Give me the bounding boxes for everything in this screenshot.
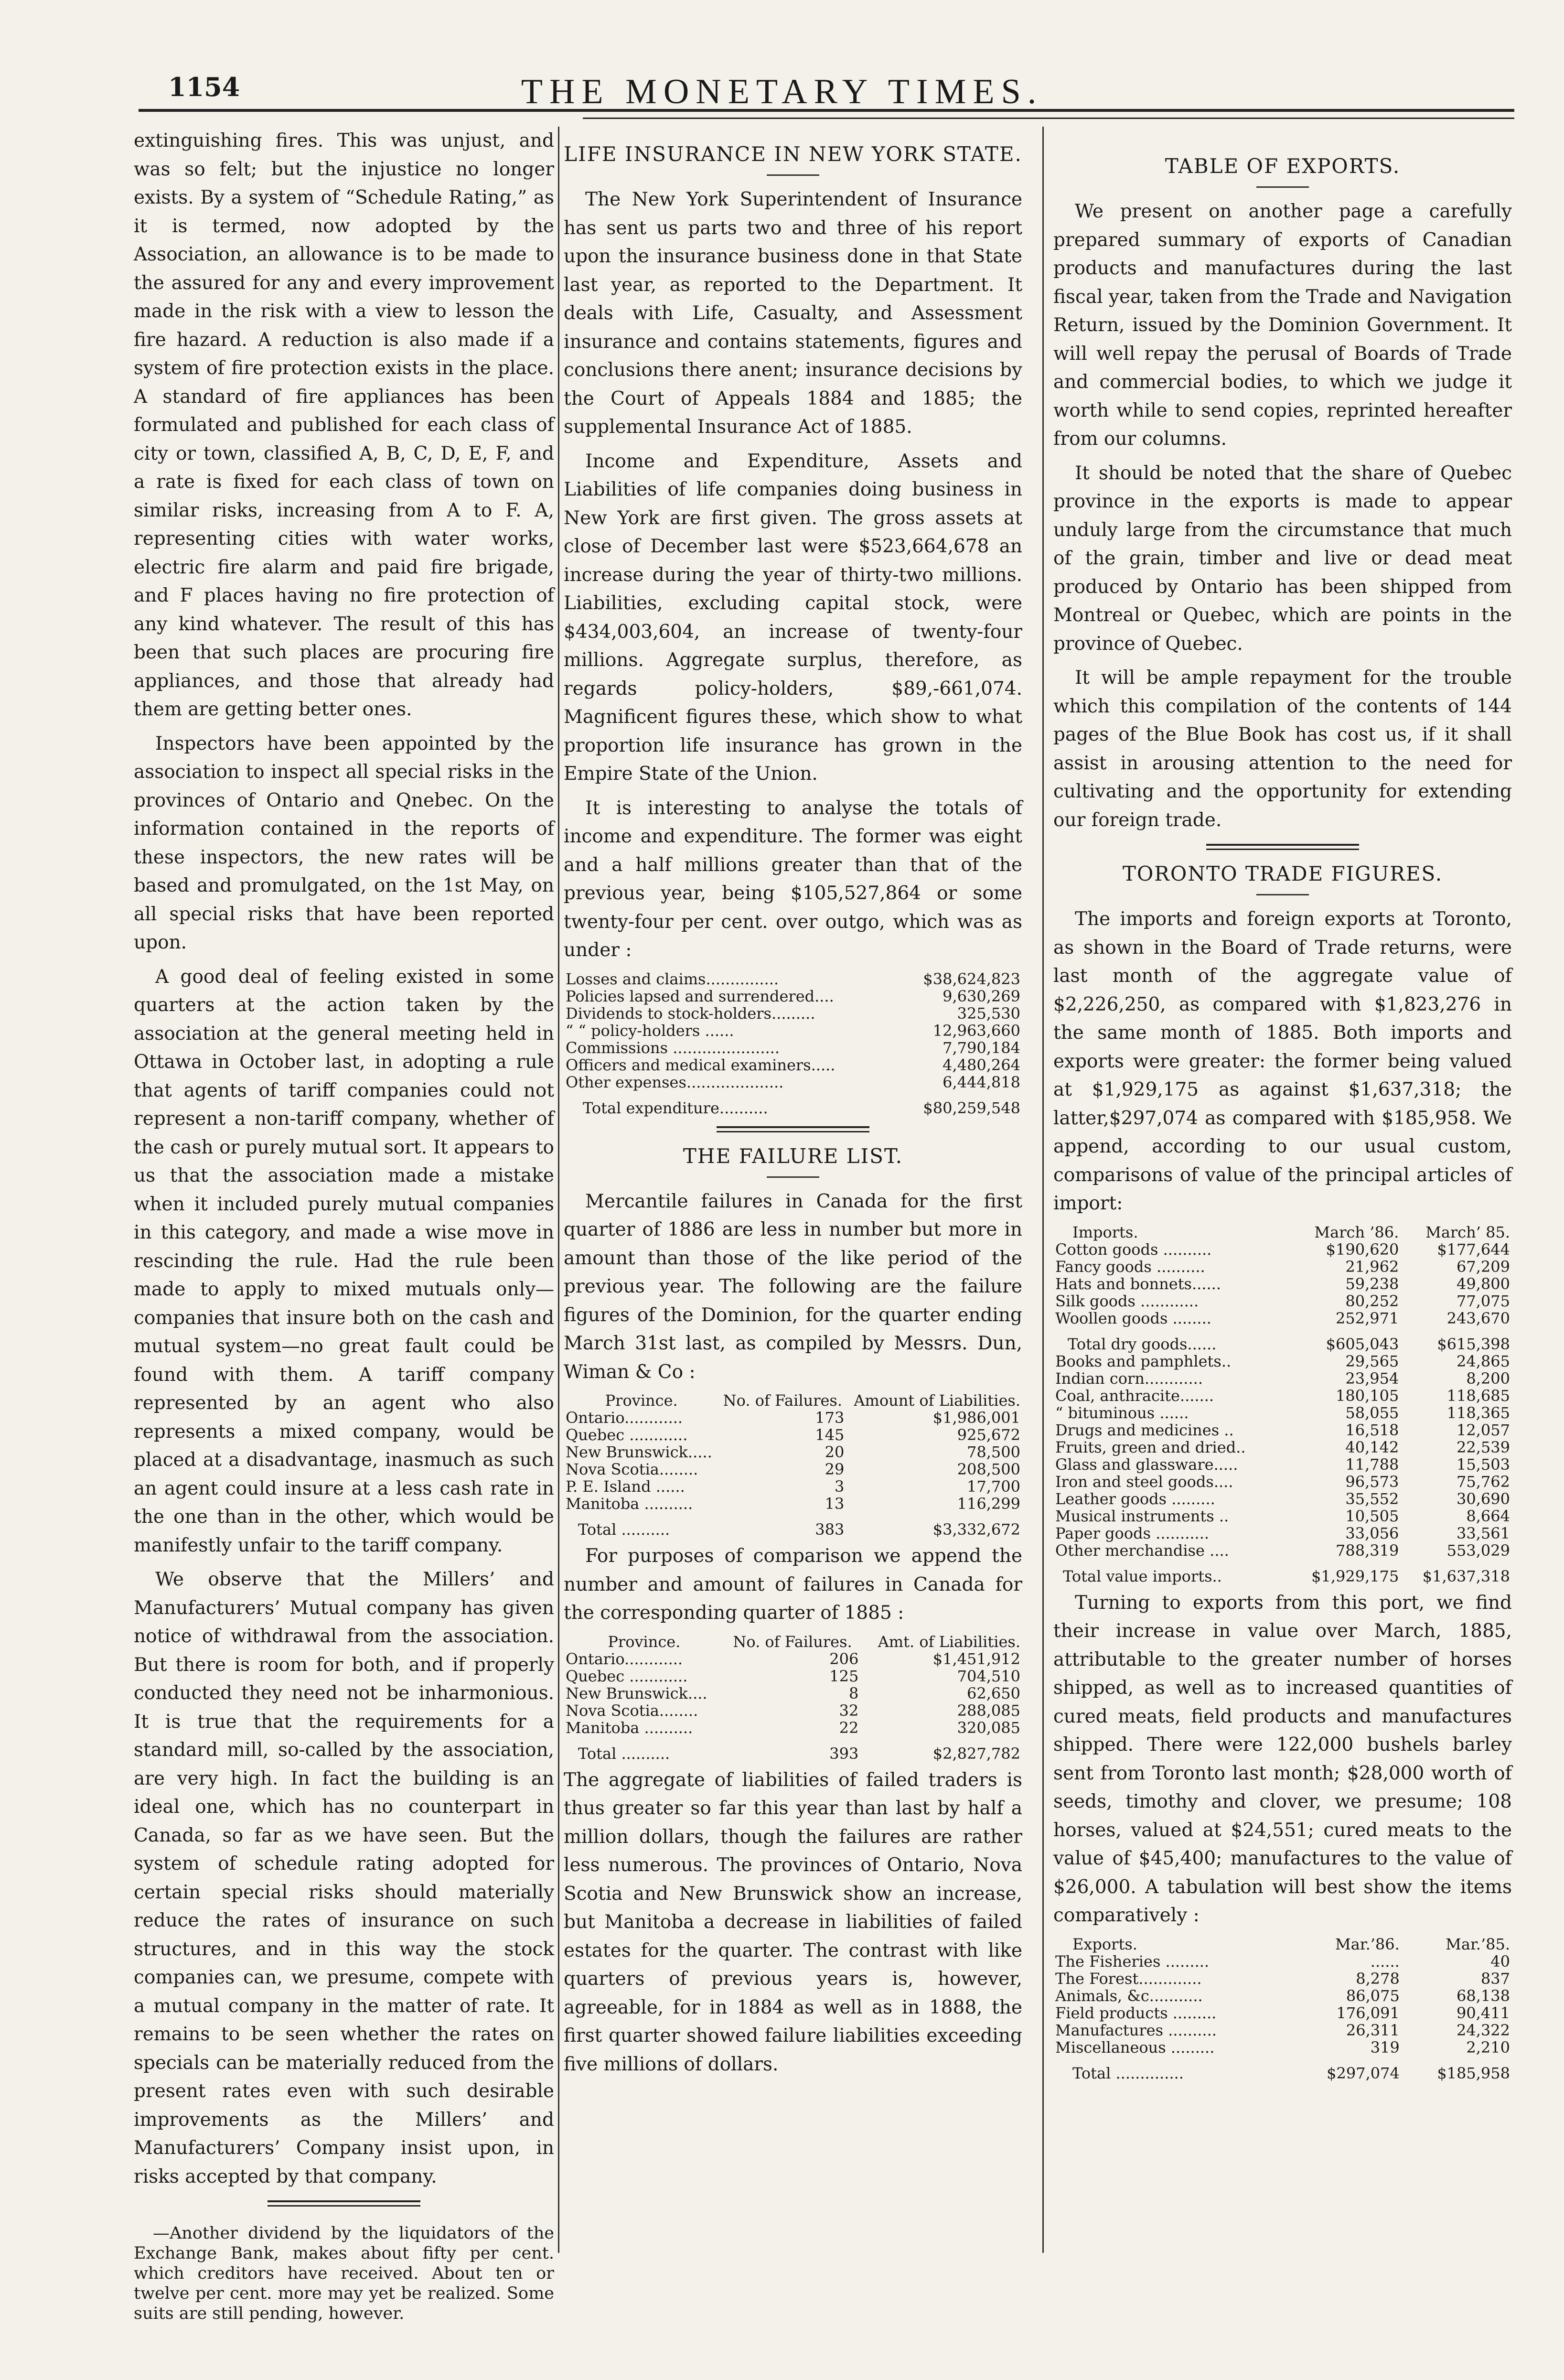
article-paragraph: The imports and foreign exports at Toronto, as shown in the Board of Trade returns, were last month of the aggregate value of $2,226,250, as compared with $1,823,276 in the same month of 1885. Both imports and exports were greater: the former being valued at $1,929,175 as against $1,637,318; the latter,$297,074 as compared with $185,958. We append, according to our usual custom, comparisons of value of the principal articles of import: (1053, 908, 1512, 1214)
row-label: Musical instruments .. (1055, 1507, 1229, 1525)
heading-rule (767, 1176, 819, 1178)
row-value: 40,142 (1345, 1438, 1399, 1456)
article-heading-life-insurance: LIFE INSURANCE IN NEW YORK STATE. (564, 142, 1022, 166)
row-value: 68,138 (1457, 1986, 1510, 2005)
total-label: Total value imports.. (1063, 1567, 1222, 1585)
article-paragraph: We present on another page a carefully prepared summary of exports of Canadian products and manufactures during the last fiscal year, taken from the Trade and Navigation Return, issued by the Dominion Government. It will well repay the perusal of Boards of Trade and commercial bodies, to which we judge it worth while to send copies, reprinted hereafter from our columns. (1053, 201, 1512, 450)
row-value: 4,480,264 (943, 1055, 1020, 1074)
masthead-rule (139, 109, 1514, 112)
row-value: 22,539 (1457, 1438, 1510, 1456)
row-label: “ “ policy-holders ...... (566, 1022, 734, 1039)
expenditure-table (564, 970, 1022, 1117)
row-value: 6,444,818 (943, 1073, 1020, 1091)
row-value: $190,620 (1326, 1240, 1399, 1259)
row-label: Policies lapsed and surrendered.... (566, 987, 834, 1005)
article-paragraph: The aggregate of liabilities of failed traders is thus greater so far this year than last by half a million dollars, though the failures are rather less numerous. The provinces of Ontario, Nova Scotia and New Brunswick show an increase, but Manitoba a decrease in liabilities of failed estates for the quarter. The contrast with like quarters of previous years is, however, agreeable, for in 1884 as well as in 1888, the first quarter showed failure liabilities exceeding five millions of dollars. (564, 1769, 1022, 2075)
row-value: 75,762 (1457, 1472, 1510, 1491)
table-total-row (564, 1091, 1022, 1117)
total-label: Total .............. (1072, 2064, 1184, 2082)
column-1 (134, 127, 554, 2340)
row-value: 553,029 (1446, 1541, 1510, 1560)
row-value: 10,505 (1345, 1507, 1399, 1525)
total-value: $185,958 (1437, 2064, 1510, 2082)
row-label: Glass and glassware..... (1055, 1455, 1238, 1473)
row-value: 29,565 (1345, 1352, 1399, 1370)
row-value: 173 (815, 1409, 845, 1427)
row-label: Nova Scotia........ (566, 1461, 698, 1478)
row-label: P. E. Island ...... (566, 1478, 685, 1495)
row-label: Other merchandise .... (1055, 1541, 1229, 1559)
row-value: 86,075 (1346, 1986, 1400, 2005)
row-label: Leather goods ......... (1055, 1490, 1215, 1508)
row-label: Losses and claims............... (566, 970, 779, 988)
column-header: Province. (608, 1632, 681, 1651)
row-label: New Brunswick..... (566, 1443, 712, 1461)
row-label: Quebec ............ (566, 1426, 688, 1443)
exports-table (1053, 1936, 1512, 2082)
column-header: March ’86. (1314, 1223, 1399, 1241)
row-label: Indian corn............ (1055, 1369, 1203, 1387)
table-row (1053, 1439, 1512, 1456)
row-value: 77,075 (1457, 1292, 1510, 1310)
table-row (564, 1005, 1022, 1022)
table-row (1053, 1353, 1512, 1370)
table-row (564, 1039, 1022, 1056)
table-row (564, 1461, 1022, 1478)
table-row (564, 1022, 1022, 1039)
column-divider (558, 127, 559, 2253)
row-value: 125 (829, 1667, 859, 1685)
row-value: 62,650 (967, 1684, 1020, 1702)
column-header: Province. (605, 1391, 678, 1410)
total-value: $80,259,548 (923, 1098, 1020, 1117)
row-value: 24,865 (1457, 1352, 1510, 1370)
table-row (1053, 1370, 1512, 1387)
row-value: 118,685 (1446, 1386, 1510, 1405)
row-value: 21,962 (1345, 1257, 1399, 1276)
total-amount: $3,332,672 (932, 1520, 1020, 1539)
article-paragraph: Inspectors have been appointed by the association to inspect all special risks in the provinces of Ontario and Qnebec. On the information contained in the reports of these inspectors, the new rates will be based and promulgated, on the 1st May, on all special risks that have been reported upon. (134, 732, 554, 953)
row-value: 9,630,269 (943, 987, 1020, 1005)
row-value: 80,252 (1345, 1292, 1399, 1310)
article-paragraph: For purposes of comparison we append the number and amount of failures in Canada for the corresponding quarter of 1885 : (564, 1545, 1022, 1624)
table-row (564, 1426, 1022, 1443)
column-header: No. of Failures. (733, 1632, 852, 1651)
column-header: Mar.’85. (1446, 1935, 1510, 1953)
row-label: Paper goods ........... (1055, 1524, 1210, 1542)
column-divider (1042, 127, 1044, 2253)
failures-1885-table (564, 1633, 1022, 1762)
total-value: $615,398 (1437, 1335, 1510, 1353)
row-label: Ontario............ (566, 1409, 683, 1426)
table-row (564, 1056, 1022, 1074)
table-row (1053, 1953, 1512, 1970)
table-row (1053, 1258, 1512, 1275)
table-row (1053, 2022, 1512, 2039)
row-label: Coal, anthracite....... (1055, 1387, 1214, 1404)
table-row (1053, 1241, 1512, 1258)
row-label: Books and pamphlets.. (1055, 1352, 1232, 1370)
row-value: 33,056 (1345, 1524, 1399, 1542)
news-note: —Another dividend by the liquidators of the Exchange Bank, makes about fifty per cent. which creditors have received. About ten or twelve per cent. more may yet be realized. Some suits are still pending, however. (134, 2224, 554, 2323)
row-value: 8 (848, 1684, 859, 1702)
row-label: Other expenses.................... (566, 1073, 784, 1091)
masthead-title: THE MONETARY TIMES. (521, 72, 1043, 111)
row-value: 58,055 (1345, 1403, 1399, 1422)
article-paragraph: extinguishing fires. This was unjust, and was so felt; but the injustice no longer exists. By a system of “Schedule Rating,” as it is termed, now adopted by the Association, an allowance is to be made to the assured for any and every improvement made in the risk with a view to lesson the fire hazard. A reduction is also made if a system of fire protection exists in the place. A standard of fire appliances has been formulated and published for each class of city or town, classified A, B, C, D, E, F, and a rate is fixed for each class of town on similar risks, increasing from A to F. A, representing cities with water works, electric fire alarm and paid fire brigade, and F places having no fire protection of any kind whatever. The result of this has been that such places are procuring fire appliances, and those that already had them are getting better ones. (134, 130, 554, 720)
row-value: 30,690 (1457, 1489, 1510, 1508)
column-3 (1053, 153, 1512, 2086)
row-label: Cotton goods .......... (1055, 1240, 1212, 1258)
row-label: Field products ......... (1055, 2004, 1217, 2022)
imports-table (1053, 1224, 1512, 1585)
row-value: 40 (1490, 1952, 1510, 1971)
table-row (1053, 1404, 1512, 1422)
heading-rule (767, 174, 819, 176)
table-row (1053, 1473, 1512, 1490)
row-value: 319 (1370, 2038, 1400, 2057)
row-value: 8,278 (1356, 1969, 1400, 1988)
row-value: 13 (825, 1495, 845, 1513)
row-label: Drugs and medicines .. (1055, 1421, 1234, 1439)
total-value: $1,637,318 (1422, 1567, 1510, 1585)
row-value: 16,518 (1345, 1421, 1399, 1439)
row-value: $177,644 (1437, 1240, 1510, 1259)
row-value: 288,085 (957, 1701, 1020, 1720)
table-total-row (1053, 1327, 1512, 1353)
table-header-row (1053, 1224, 1512, 1241)
row-value: 788,319 (1335, 1541, 1399, 1560)
heading-rule (1256, 186, 1309, 188)
row-value: 118,365 (1446, 1403, 1510, 1422)
table-row (1053, 1456, 1512, 1473)
article-paragraph: A good deal of feeling existed in some quarters at the action taken by the association at the general meeting held in Ottawa in October last, in adopting a rule that agents of tariff companies could not represent a non-tariff company, whether of the cash or purely mutual sort. It appears to us that the association made a mistake when it included purely mutual companies in this category, and made a wise move in rescinding the rule. Had the rule been made to apply to mixed mutuals only—companies that insure both on the cash and mutual system—no great fault could be found with them. A tariff company represented by an agent who also represents a mixed company, would be placed at a disadvantage, inasmuch as such an agent could insure at a less cash rate in the one than in the other, which would be manifestly unfair to the tariff company. (134, 966, 554, 1556)
table-row (564, 988, 1022, 1005)
row-label: Animals, &c........... (1055, 1987, 1203, 2004)
row-label: Officers and medical examiners..... (566, 1056, 836, 1074)
total-value: $605,043 (1326, 1335, 1399, 1353)
table-row (1053, 1292, 1512, 1310)
row-label: Quebec ............ (566, 1667, 688, 1685)
heading-rule (1256, 894, 1309, 895)
column-header: Amt. of Liabilities. (878, 1632, 1020, 1651)
row-value: 29 (825, 1460, 845, 1478)
table-row (564, 1478, 1022, 1495)
row-value: 78,500 (967, 1443, 1020, 1461)
article-heading-failure-list: THE FAILURE LIST. (683, 1144, 903, 1168)
row-value: 12,963,660 (932, 1021, 1020, 1040)
table-row (564, 1650, 1022, 1668)
row-value: $1,451,912 (932, 1649, 1020, 1668)
table-row (564, 1074, 1022, 1091)
total-label: Total .......... (578, 1520, 670, 1538)
total-label: Total dry goods...... (1068, 1335, 1217, 1353)
total-count: 393 (829, 1744, 859, 1763)
total-label: Total .......... (578, 1744, 670, 1762)
row-label: The Forest............. (1055, 1970, 1202, 1987)
total-count: 383 (815, 1520, 845, 1539)
table-row (1053, 1490, 1512, 1508)
total-amount: $2,827,782 (932, 1744, 1020, 1763)
column-2 (564, 141, 1022, 2084)
column-header: No. of Failures. (723, 1391, 843, 1410)
row-value: $1,986,001 (932, 1409, 1020, 1427)
row-label: Manitoba .......... (566, 1719, 693, 1736)
row-value: 67,209 (1457, 1257, 1510, 1276)
total-label: Total expenditure.......... (583, 1098, 768, 1117)
row-value: 59,238 (1345, 1274, 1399, 1293)
row-label: Miscellaneous ......... (1055, 2038, 1215, 2056)
row-value: 20 (825, 1443, 845, 1461)
row-value: 96,573 (1345, 1472, 1399, 1491)
row-value: 176,091 (1336, 2003, 1400, 2022)
article-paragraph: Turning to exports from this port, we find their increase in value over March, 1885, attributable to the greater number of horses shipped, as well as to increased quantities of cured meats, field products and manufactures shipped. There were 122,000 bushels barley sent from Toronto last month; $28,000 worth of seeds, timothy and clover, we presume; 108 horses, valued at $24,551; cured meats to the value of $45,400; manufactures to the value of $26,000. A tabulation will best show the items comparatively : (1053, 1592, 1512, 1926)
row-value: 145 (815, 1426, 845, 1444)
column-header: March’ 85. (1425, 1223, 1510, 1241)
row-value: 243,670 (1446, 1309, 1510, 1327)
table-header-row (1053, 1936, 1512, 1953)
row-value: 208,500 (957, 1460, 1020, 1478)
article-paragraph: Income and Expenditure, Assets and Liabilities of life companies doing business in New York are first given. The gross assets at close of December last were $523,664,678 an increase during the year of thirty-two millions. Liabilities, excluding capital stock, were $434,003,604, an increase of twenty-four millions. Aggregate surplus, therefore, as regards policy-holders, $89,-661,074. Magnificent figures these, which show to what proportion life insurance has grown in the Empire State of the Union. (564, 450, 1022, 785)
table-row (564, 1702, 1022, 1719)
table-header-row (564, 1633, 1022, 1650)
row-value: 11,788 (1345, 1455, 1399, 1474)
column-header: Amount of Liabilities. (854, 1391, 1020, 1410)
column-header: Imports. (1072, 1223, 1138, 1241)
article-paragraph: It is interesting to analyse the totals of income and expenditure. The former was eight and a half millions greater than that of the previous year, being $105,527,864 or some twenty-four per cent. over outgo, which was as under : (564, 797, 1022, 961)
row-value: 180,105 (1335, 1386, 1399, 1405)
table-row (1053, 1525, 1512, 1542)
table-row (1053, 1987, 1512, 2004)
table-row (564, 970, 1022, 988)
article-paragraph: It should be noted that the share of Quebec province in the exports is made to appear unduly large from the circumstance that much of the grain, timber and live or dead meat produced by Ontario has been shipped from Montreal or Quebec, which are points in the province of Quebec. (1053, 462, 1512, 655)
masthead-rule-secondary (583, 118, 1514, 119)
section-divider (1206, 844, 1359, 850)
row-value: 116,299 (957, 1495, 1020, 1513)
column-header: Exports. (1072, 1935, 1137, 1953)
row-value: 2,210 (1466, 2038, 1510, 2057)
row-label: Manitoba .......... (566, 1495, 693, 1512)
row-value: 33,561 (1457, 1524, 1510, 1542)
table-total-row (1053, 2056, 1512, 2082)
table-total-row (1053, 1559, 1512, 1585)
row-value: 206 (829, 1649, 859, 1668)
row-label: Fruits, green and dried.. (1055, 1438, 1246, 1456)
section-divider (717, 1126, 869, 1132)
article-heading-toronto-trade: TORONTO TRADE FIGURES. (1122, 862, 1443, 885)
table-total-row (564, 1736, 1022, 1762)
row-value: 7,790,184 (943, 1038, 1020, 1057)
article-paragraph: We observe that the Millers’ and Manufacturers’ Mutual company has given notice of withdrawal from the association. But there is room for both, and if properly conducted they need not be inharmonious. It is true that the requirements for a standard mill, so-called by the association, are very high. In fact the building is an ideal one, which has no counterpart in Canada, so far as we have seen. But the system of schedule rating adopted for certain special risks should materially reduce the rates of insurance on such structures, and in this way the stock companies can, we presume, compete with a mutual company in the matter of rate. It remains to be seen whether the rates on specials can be materially reduced from the present rates even with such desirable improvements as the Millers’ and Manufacturers’ Company insist upon, in risks accepted by that company. (134, 1569, 554, 2187)
section-divider (268, 2200, 420, 2207)
row-value: 252,971 (1335, 1309, 1399, 1327)
row-value: 24,322 (1457, 2021, 1510, 2039)
failures-1886-table (564, 1392, 1022, 1538)
row-label: Woollen goods ........ (1055, 1309, 1211, 1327)
row-value: 35,552 (1345, 1489, 1399, 1508)
row-value: 17,700 (967, 1477, 1020, 1496)
row-value: ...... (1370, 1952, 1400, 1971)
table-row (564, 1719, 1022, 1736)
row-value: 23,954 (1345, 1369, 1399, 1388)
article-heading-table-of-exports: TABLE OF EXPORTS. (1165, 154, 1401, 178)
table-row (1053, 2004, 1512, 2022)
table-row (1053, 1542, 1512, 1559)
row-label: “ bituminous ...... (1055, 1404, 1189, 1422)
row-value: $38,624,823 (923, 969, 1020, 988)
total-value: $297,074 (1327, 2064, 1400, 2082)
table-row (1053, 1970, 1512, 1987)
row-label: Manufactures .......... (1055, 2021, 1217, 2039)
row-label: Silk goods ............ (1055, 1292, 1199, 1310)
row-value: 8,664 (1466, 1507, 1510, 1525)
row-value: 3 (834, 1477, 845, 1496)
table-row (564, 1443, 1022, 1461)
table-row (564, 1668, 1022, 1685)
row-label: The Fisheries ......... (1055, 1952, 1210, 1970)
row-value: 90,411 (1457, 2003, 1510, 2022)
page-number: 1154 (168, 72, 240, 102)
row-value: 32 (839, 1701, 859, 1720)
table-row (1053, 1508, 1512, 1525)
row-value: 837 (1480, 1969, 1510, 1988)
row-label: Fancy goods .......... (1055, 1258, 1205, 1275)
row-value: 325,530 (957, 1004, 1020, 1023)
row-value: 925,672 (957, 1426, 1020, 1444)
row-value: 12,057 (1457, 1421, 1510, 1439)
table-row (1053, 1275, 1512, 1292)
row-label: Hats and bonnets...... (1055, 1275, 1221, 1292)
table-row (1053, 1310, 1512, 1327)
row-value: 15,503 (1457, 1455, 1510, 1474)
table-header-row (564, 1392, 1022, 1409)
row-label: Ontario............ (566, 1650, 683, 1668)
row-value: 8,200 (1466, 1369, 1510, 1388)
row-label: New Brunswick.... (566, 1684, 707, 1702)
article-paragraph: It will be ample repayment for the trouble which this compilation of the contents of 144 pages of the Blue Book has cost us, if it shall assist in arousing attention to the need for cultivating and the opportunity for extending our foreign trade. (1053, 667, 1512, 831)
row-label: Nova Scotia........ (566, 1702, 698, 1719)
row-value: 704,510 (957, 1667, 1020, 1685)
table-row (1053, 2039, 1512, 2056)
column-header: Mar.’86. (1335, 1935, 1400, 1953)
table-row (1053, 1387, 1512, 1404)
article-paragraph: Mercantile failures in Canada for the first quarter of 1886 are less in number but more in amount than those of the like period of the previous year. The following are the failure figures of the Dominion, for the quarter ending March 31st last, as compiled by Messrs. Dun, Wiman & Co : (564, 1190, 1022, 1383)
row-value: 49,800 (1457, 1274, 1510, 1293)
table-row (564, 1409, 1022, 1426)
table-total-row (564, 1512, 1022, 1538)
row-value: 22 (839, 1718, 859, 1737)
row-label: Iron and steel goods.... (1055, 1473, 1233, 1490)
article-paragraph: The New York Superintendent of Insurance has sent us parts two and three of his report upon the insurance business done in that State last year, as reported to the Department. It deals with Life, Casualty, and Assessment insurance and contains statements, figures and conclusions there anent; insurance decisions by the Court of Appeals 1884 and 1885; the supplemental Insurance Act of 1885. (564, 189, 1022, 438)
table-row (564, 1685, 1022, 1702)
row-label: Dividends to stock-holders......... (566, 1004, 815, 1022)
table-row (1053, 1422, 1512, 1439)
row-label: Commissions ...................... (566, 1039, 780, 1056)
total-value: $1,929,175 (1311, 1567, 1399, 1585)
row-value: 26,311 (1346, 2021, 1400, 2039)
table-row (564, 1495, 1022, 1512)
row-value: 320,085 (957, 1718, 1020, 1737)
